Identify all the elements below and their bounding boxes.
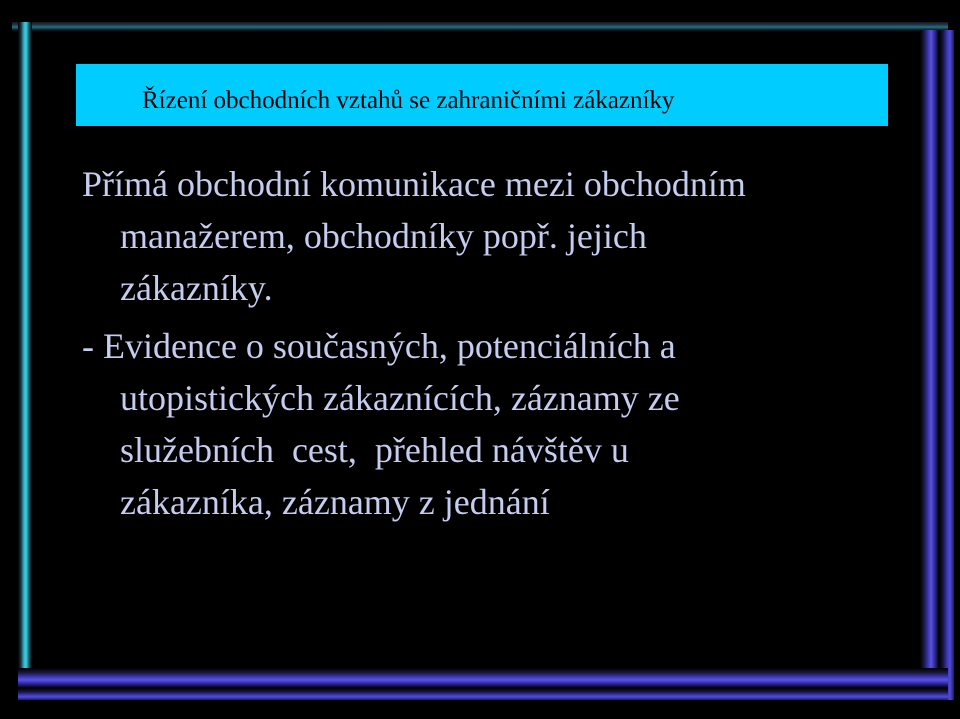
frame-bottom-margin (0, 700, 960, 719)
frame-bottom-border (18, 668, 948, 700)
paragraph-line: Přímá obchodní komunikace mezi obchodním (82, 164, 746, 204)
frame-top-border (12, 22, 948, 32)
paragraph-direct-communication (82, 158, 902, 314)
paragraph-line: - Evidence o současných, potenciálních a (82, 326, 676, 366)
paragraph-evidence (82, 320, 902, 528)
paragraph-line: manažerem, obchodníky popř. jejich (120, 216, 647, 256)
title-box (76, 64, 888, 126)
frame-left-border (18, 22, 32, 694)
slide-title: Řízení obchodních vztahů se zahraničními zákazníky (142, 87, 675, 114)
paragraph-line: zákazníka, záznamy z jednání (120, 482, 550, 522)
paragraph-line: služebních cest, přehled návštěv u (120, 430, 629, 470)
slide-body (82, 158, 902, 528)
paragraph-line: zákazníky. (120, 268, 273, 308)
frame-right-border (920, 30, 954, 700)
paragraph-line: utopistických zákaznících, záznamy ze (120, 378, 680, 418)
